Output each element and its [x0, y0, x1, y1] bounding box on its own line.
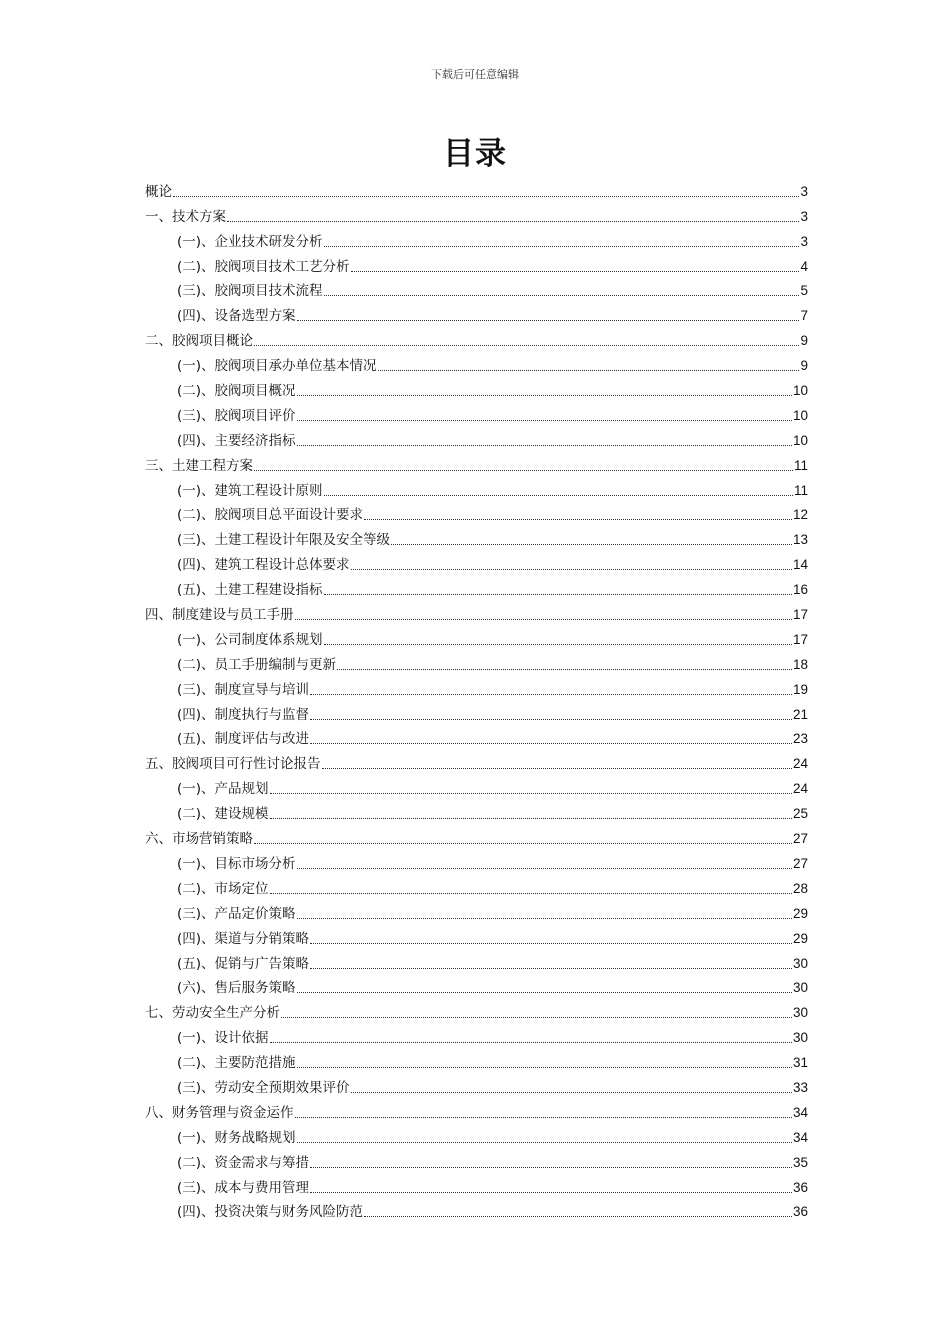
toc-entry-page-number: 25 — [792, 806, 808, 822]
toc-entry-label: (二)、员工手册编制与更新 — [177, 656, 337, 673]
toc-dot-leader — [351, 271, 800, 272]
toc-entry-page-number: 13 — [792, 532, 808, 548]
toc-entry-label: (二)、市场定位 — [177, 880, 269, 897]
toc-entry-label: (二)、建设规模 — [177, 806, 269, 823]
toc-entry-label: (五)、土建工程建设指标 — [177, 582, 323, 599]
toc-dot-leader — [378, 370, 800, 371]
toc-entry-page-number: 21 — [792, 706, 808, 722]
toc-dot-leader — [270, 1042, 792, 1043]
toc-dot-leader — [297, 1067, 792, 1068]
toc-entry-page-number: 27 — [792, 855, 808, 871]
toc-entry-page-number: 24 — [792, 781, 808, 797]
toc-entry-chapter[interactable] — [145, 1096, 808, 1121]
toc-entry-page-number: 11 — [793, 457, 808, 473]
toc-dot-leader — [297, 1142, 792, 1143]
toc-entry-section[interactable] — [145, 374, 808, 399]
page-header: 下载后可任意编辑 — [431, 68, 519, 81]
toc-entry-section[interactable] — [145, 648, 808, 673]
toc-entry-page-number: 23 — [792, 731, 808, 747]
toc-entry-section[interactable] — [145, 349, 808, 374]
toc-entry-chapter[interactable] — [145, 598, 808, 623]
toc-dot-leader — [391, 544, 792, 545]
toc-entry-label: (四)、投资决策与财务风险防范 — [177, 1204, 364, 1221]
toc-dot-leader — [254, 470, 793, 471]
table-of-contents — [145, 175, 808, 1220]
toc-entry-section[interactable] — [145, 673, 808, 698]
toc-entry-label: (三)、胶阀项目评价 — [177, 407, 296, 424]
toc-entry-section[interactable] — [145, 225, 808, 250]
toc-entry-page-number: 33 — [792, 1079, 808, 1095]
toc-entry-section[interactable] — [145, 897, 808, 922]
toc-entry-label: 三、土建工程方案 — [145, 457, 253, 474]
toc-entry-chapter[interactable] — [145, 996, 808, 1021]
toc-dot-leader — [310, 694, 792, 695]
toc-entry-section[interactable] — [145, 723, 808, 748]
toc-entry-section[interactable] — [145, 1021, 808, 1046]
toc-entry-page-number: 35 — [792, 1154, 808, 1170]
toc-entry-label: 五、胶阀项目可行性讨论报告 — [145, 756, 321, 773]
toc-dot-leader — [324, 594, 792, 595]
toc-entry-section[interactable] — [145, 1046, 808, 1071]
toc-entry-label: (一)、产品规划 — [177, 781, 269, 798]
toc-entry-section[interactable] — [145, 772, 808, 797]
toc-entry-label: (一)、目标市场分析 — [177, 855, 296, 872]
toc-entry-chapter[interactable] — [145, 449, 808, 474]
toc-entry-page-number: 16 — [792, 582, 808, 598]
toc-dot-leader — [297, 868, 792, 869]
toc-dot-leader — [324, 295, 800, 296]
toc-entry-section[interactable] — [145, 1171, 808, 1196]
toc-entry-label: (一)、设计依据 — [177, 1030, 269, 1047]
toc-dot-leader — [324, 246, 800, 247]
toc-entry-label: (二)、胶阀项目概况 — [177, 383, 296, 400]
toc-entry-label: 七、劳动安全生产分析 — [145, 1005, 280, 1022]
toc-entry-page-number: 28 — [792, 880, 808, 896]
toc-entry-label: 四、制度建设与员工手册 — [145, 607, 294, 624]
toc-dot-leader — [310, 1192, 792, 1193]
toc-dot-leader — [351, 1092, 792, 1093]
toc-dot-leader — [310, 719, 792, 720]
toc-entry-page-number: 30 — [792, 980, 808, 996]
toc-entry-section[interactable] — [145, 1146, 808, 1171]
toc-entry-page-number: 17 — [792, 607, 808, 623]
toc-entry-page-number: 10 — [792, 383, 808, 399]
toc-entry-label: (六)、售后服务策略 — [177, 980, 296, 997]
toc-entry-label: (二)、资金需求与筹措 — [177, 1154, 310, 1171]
toc-entry-page-number: 30 — [792, 955, 808, 971]
toc-dot-leader — [310, 743, 792, 744]
toc-entry-page-number: 4 — [800, 258, 808, 274]
toc-entry-section[interactable] — [145, 872, 808, 897]
toc-dot-leader — [337, 669, 792, 670]
toc-entry-label: (四)、渠道与分销策略 — [177, 930, 310, 947]
toc-entry-section[interactable] — [145, 1121, 808, 1146]
toc-entry-section[interactable] — [145, 499, 808, 524]
toc-dot-leader — [364, 519, 792, 520]
toc-entry-section[interactable] — [145, 399, 808, 424]
toc-dot-leader — [324, 495, 793, 496]
toc-entry-page-number: 30 — [792, 1030, 808, 1046]
toc-entry-page-number: 3 — [800, 233, 808, 249]
toc-dot-leader — [270, 793, 792, 794]
toc-entry-section[interactable] — [145, 424, 808, 449]
toc-entry-label: (三)、制度宣导与培训 — [177, 681, 310, 698]
toc-entry-label: (四)、建筑工程设计总体要求 — [177, 557, 350, 574]
toc-entry-label: 六、市场营销策略 — [145, 831, 253, 848]
toc-entry-section[interactable] — [145, 797, 808, 822]
toc-dot-leader — [310, 943, 792, 944]
toc-entry-page-number: 7 — [800, 308, 808, 324]
toc-dot-leader — [310, 968, 792, 969]
toc-entry-label: (二)、胶阀项目总平面设计要求 — [177, 507, 364, 524]
toc-entry-page-number: 17 — [792, 631, 808, 647]
toc-dot-leader — [270, 818, 792, 819]
toc-entry-page-number: 10 — [792, 407, 808, 423]
toc-entry-label: 八、财务管理与资金运作 — [145, 1104, 294, 1121]
toc-entry-page-number: 34 — [792, 1129, 808, 1145]
toc-entry-page-number: 3 — [800, 183, 808, 199]
toc-entry-page-number: 30 — [792, 1005, 808, 1021]
toc-entry-page-number: 36 — [792, 1179, 808, 1195]
toc-dot-leader — [295, 1117, 792, 1118]
toc-entry-page-number: 29 — [792, 930, 808, 946]
toc-title: 目录 — [443, 136, 507, 172]
toc-entry-page-number: 19 — [792, 681, 808, 697]
toc-entry-label: (一)、胶阀项目承办单位基本情况 — [177, 358, 377, 375]
toc-dot-leader — [297, 320, 800, 321]
toc-entry-section[interactable] — [145, 1196, 808, 1221]
toc-entry-section[interactable] — [145, 922, 808, 947]
toc-entry-page-number: 3 — [800, 208, 808, 224]
toc-dot-leader — [324, 644, 792, 645]
toc-entry-label: (二)、主要防范措施 — [177, 1055, 296, 1072]
toc-dot-leader — [310, 1167, 792, 1168]
toc-entry-page-number: 12 — [792, 507, 808, 523]
toc-entry-label: (二)、胶阀项目技术工艺分析 — [177, 258, 350, 275]
toc-entry-label: (四)、制度执行与监督 — [177, 706, 310, 723]
toc-entry-label: (一)、财务战略规划 — [177, 1129, 296, 1146]
toc-entry-page-number: 9 — [800, 333, 808, 349]
toc-entry-label: (五)、促销与广告策略 — [177, 955, 310, 972]
toc-entry-label: (四)、主要经济指标 — [177, 432, 296, 449]
toc-entry-page-number: 27 — [792, 831, 808, 847]
toc-entry-page-number: 24 — [792, 756, 808, 772]
toc-entry-page-number: 5 — [800, 283, 808, 299]
toc-entry-section[interactable] — [145, 299, 808, 324]
toc-entry-section[interactable] — [145, 573, 808, 598]
toc-entry-page-number: 14 — [792, 557, 808, 573]
toc-dot-leader — [173, 196, 799, 197]
toc-entry-label: 一、技术方案 — [145, 208, 226, 225]
toc-dot-leader — [297, 420, 792, 421]
toc-entry-label: (四)、设备选型方案 — [177, 308, 296, 325]
toc-entry-section[interactable] — [145, 1071, 808, 1096]
toc-dot-leader — [364, 1216, 792, 1217]
toc-entry-page-number: 11 — [793, 482, 808, 498]
toc-entry-section[interactable] — [145, 698, 808, 723]
toc-entry-chapter[interactable] — [145, 822, 808, 847]
toc-dot-leader — [295, 619, 792, 620]
toc-entry-section[interactable] — [145, 275, 808, 300]
toc-dot-leader — [322, 768, 792, 769]
toc-dot-leader — [227, 221, 799, 222]
toc-dot-leader — [351, 569, 792, 570]
toc-entry-page-number: 9 — [800, 358, 808, 374]
toc-dot-leader — [270, 893, 792, 894]
toc-entry-chapter[interactable] — [145, 200, 808, 225]
toc-entry-page-number: 36 — [792, 1204, 808, 1220]
toc-entry-label: (三)、成本与费用管理 — [177, 1179, 310, 1196]
toc-entry-chapter[interactable] — [145, 747, 808, 772]
toc-entry-label: 二、胶阀项目概论 — [145, 333, 253, 350]
toc-entry-chapter[interactable] — [145, 324, 808, 349]
toc-entry-section[interactable] — [145, 947, 808, 972]
toc-entry-section[interactable] — [145, 250, 808, 275]
toc-entry-section[interactable] — [145, 972, 808, 997]
toc-entry-page-number: 34 — [792, 1104, 808, 1120]
toc-entry-section[interactable] — [145, 523, 808, 548]
toc-entry-page-number: 31 — [792, 1055, 808, 1071]
toc-entry-section[interactable] — [145, 847, 808, 872]
toc-entry-label: (一)、公司制度体系规划 — [177, 631, 323, 648]
toc-dot-leader — [254, 345, 799, 346]
toc-dot-leader — [297, 445, 792, 446]
toc-entry-section[interactable] — [145, 474, 808, 499]
toc-entry-section[interactable] — [145, 548, 808, 573]
toc-dot-leader — [254, 843, 792, 844]
toc-entry-page-number: 10 — [792, 432, 808, 448]
toc-dot-leader — [281, 1017, 792, 1018]
toc-dot-leader — [297, 395, 792, 396]
toc-entry-page-number: 29 — [792, 905, 808, 921]
toc-dot-leader — [297, 992, 792, 993]
toc-entry-label: (五)、制度评估与改进 — [177, 731, 310, 748]
toc-entry-label: (三)、胶阀项目技术流程 — [177, 283, 323, 300]
toc-entry-label: 概论 — [145, 183, 172, 200]
toc-entry-label: (三)、劳动安全预期效果评价 — [177, 1079, 350, 1096]
toc-dot-leader — [297, 918, 792, 919]
toc-entry-label: (三)、产品定价策略 — [177, 905, 296, 922]
toc-entry-label: (一)、建筑工程设计原则 — [177, 482, 323, 499]
toc-entry-label: (三)、土建工程设计年限及安全等级 — [177, 532, 391, 549]
toc-entry-chapter[interactable] — [145, 175, 808, 200]
toc-entry-page-number: 18 — [792, 656, 808, 672]
toc-entry-section[interactable] — [145, 623, 808, 648]
toc-entry-label: (一)、企业技术研发分析 — [177, 233, 323, 250]
